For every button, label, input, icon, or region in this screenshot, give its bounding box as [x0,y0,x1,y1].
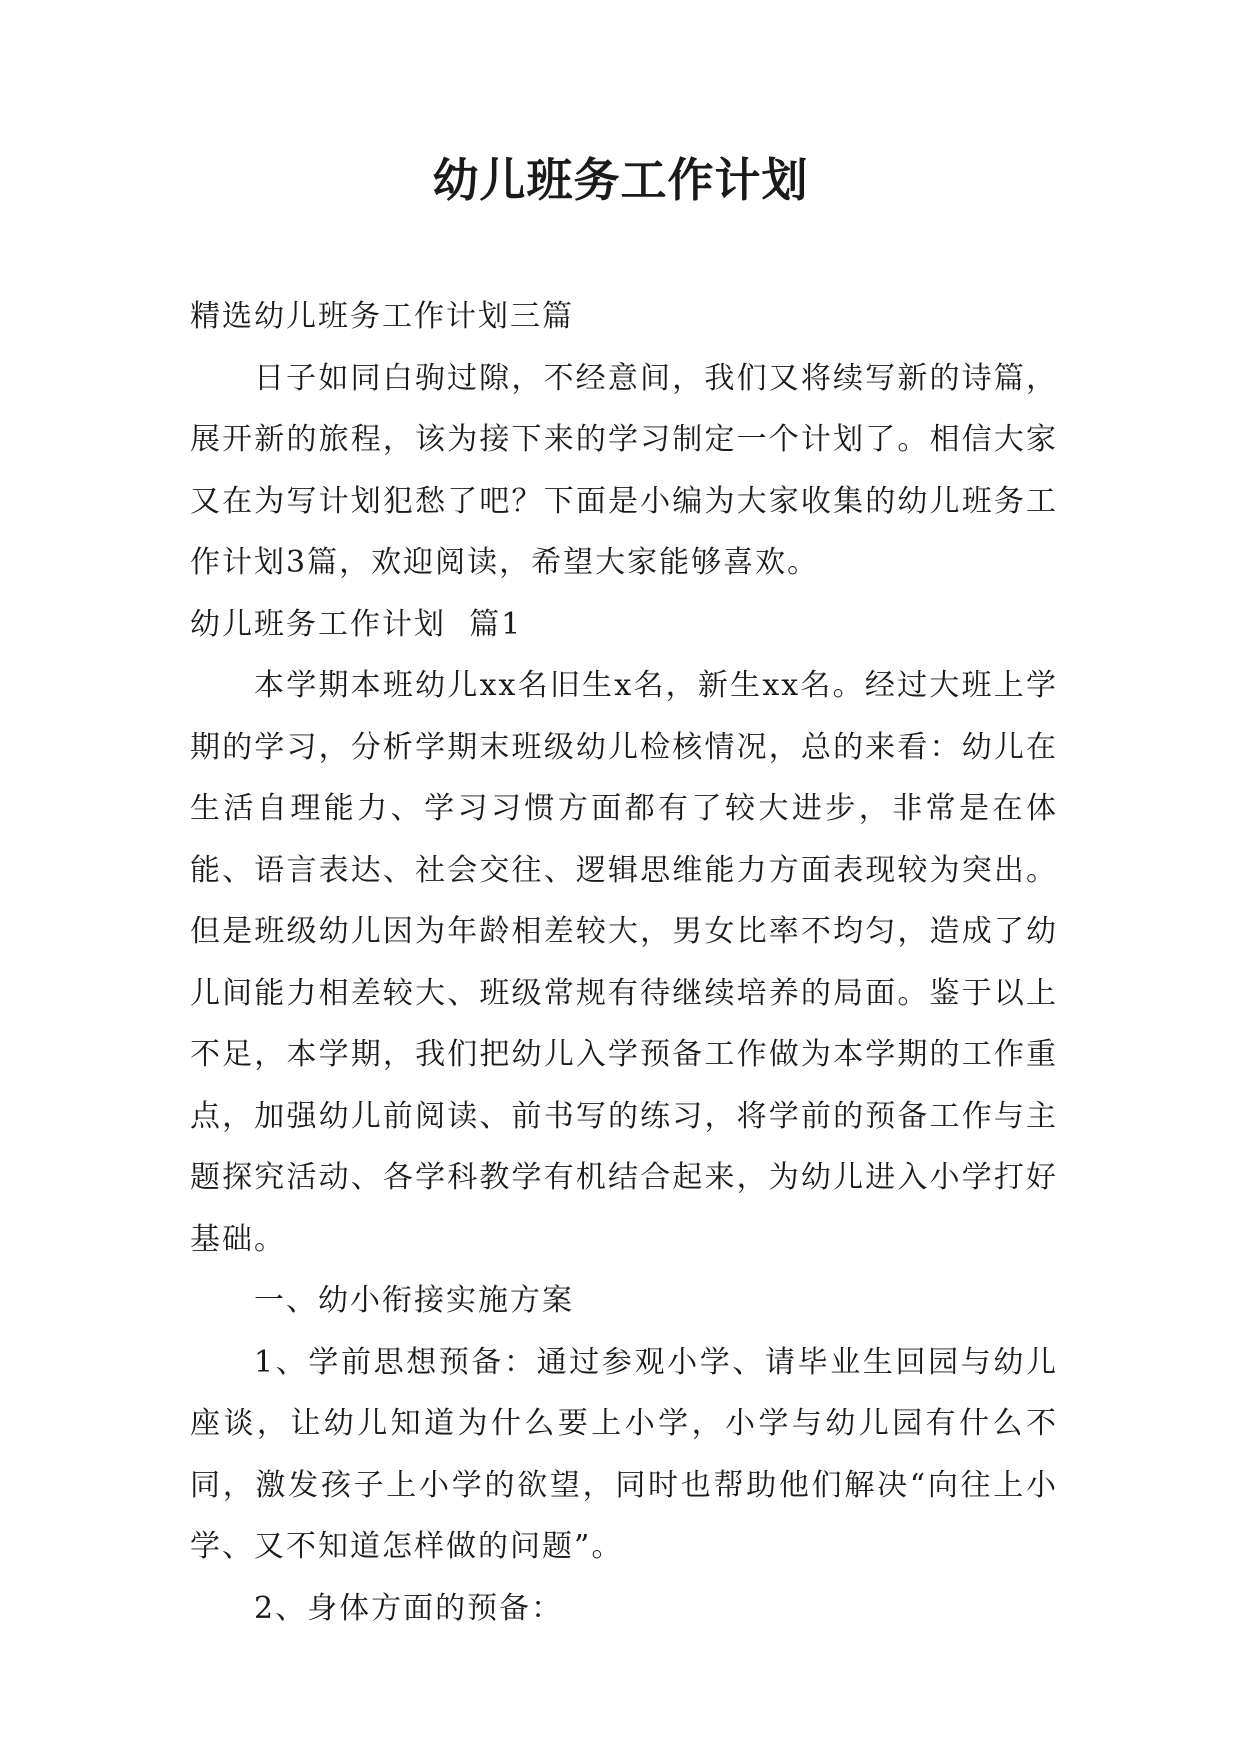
body-paragraph: 本学期本班幼儿xx名旧生x名，新生xx名。经过大班上学期的学习，分析学期末班级幼儿检核情况，总的来看：幼儿在生活自理能力、学习习惯方面都有了较大进步，非常是在体能、语言表达、社会交往、逻辑思维能力方面表现较为突出。但是班级幼儿因为年龄相差较大，男女比率不均匀，造成了幼儿间能力相差较大、班级常规有待继续培养的局面。鉴于以上不足，本学期，我们把幼儿入学预备工作做为本学期的工作重点，加强幼儿前阅读、前书写的练习，将学前的预备工作与主题探究活动、各学科教学有机结合起来，为幼儿进入小学打好基础。 [190,668,1058,1257]
intro-paragraph: 日子如同白驹过隙，不经意间，我们又将续写新的诗篇，展开新的旅程，该为接下来的学习制定一个计划了。相信大家又在为写计划犯愁了吧？下面是小编为大家收集的幼儿班务工作计划3篇，欢迎阅读，希望大家能够喜欢。 [190,360,1058,580]
list-item-1: 1、学前思想预备：通过参观小学、请毕业生回园与幼儿座谈，让幼儿知道为什么要上小学，小学与幼儿园有什么不同，激发孩子上小学的欲望，同时也帮助他们解决“向往上小学、又不知道怎样做的问题”。 [190,1344,1058,1564]
section-heading: 幼儿班务工作计划 篇1 [190,606,523,642]
list-item-2: 2、身体方面的预备： [254,1590,564,1626]
document-body [190,286,1058,1639]
document-title: 幼儿班务工作计划 [432,153,809,207]
subtitle-line: 精选幼儿班务工作计划三篇 [190,299,574,334]
subsection-heading: 一、幼小衔接实施方案 [254,1283,574,1318]
